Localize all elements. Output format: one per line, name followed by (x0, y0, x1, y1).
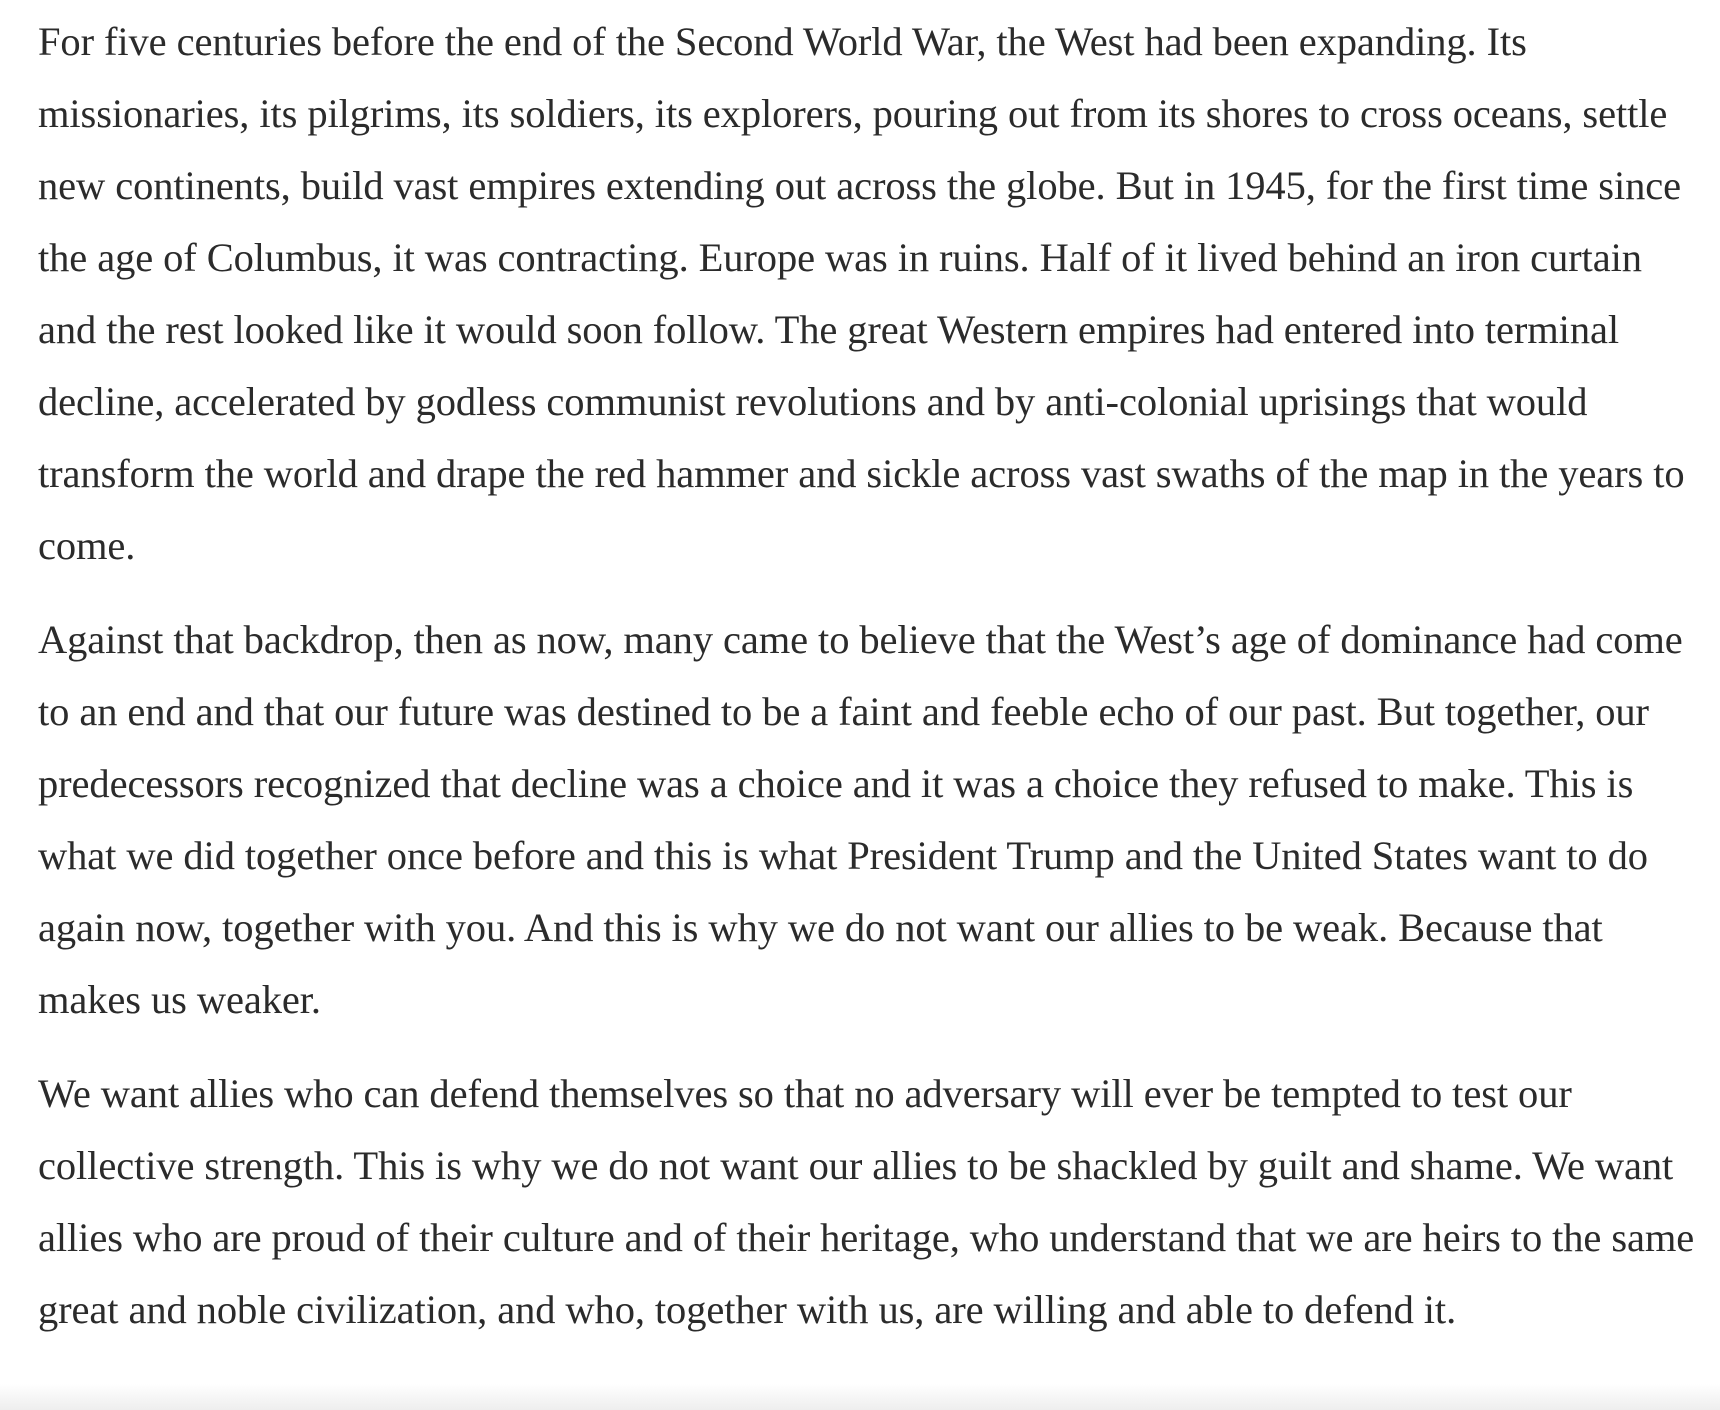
paragraph-3: We want allies who can defend themselves so that no adversary will ever be tempted to test our collective strength. This is why we do not want our allies to be shackled by guilt and shame. We want allies who are proud of their culture and of their heritage, who understand that we are heirs to the same great and noble civilization, and who, together with us, are willing and able to defend it. (38, 1071, 1695, 1332)
paragraph-1: For five centuries before the end of the Second World War, the West had been expanding. Its missionaries, its pilgrims, its soldiers, its explorers, pouring out from its shores to cross oceans, settle new continents, build vast empires extending out across the globe. But in 1945, for the first time since the age of Columbus, it was contracting. Europe was in ruins. Half of it lived behind an iron curtain and the rest looked like it would soon follow. The great Western empires had entered into terminal decline, accelerated by godless communist revolutions and by anti-colonial uprisings that would transform the world and drape the red hammer and sickle across vast swaths of the map in the years to come. (38, 19, 1685, 568)
article-body (38, 6, 1703, 1368)
bottom-fade (0, 1384, 1720, 1410)
paragraph-2: Against that backdrop, then as now, many came to believe that the West’s age of dominance had come to an end and that our future was destined to be a faint and feeble echo of our past. But together, our predecessors recognized that decline was a choice and it was a choice they refused to make. This is what we did together once before and this is what President Trump and the United States want to do again now, together with you. And this is why we do not want our allies to be weak. Because that makes us weaker. (38, 617, 1683, 1022)
